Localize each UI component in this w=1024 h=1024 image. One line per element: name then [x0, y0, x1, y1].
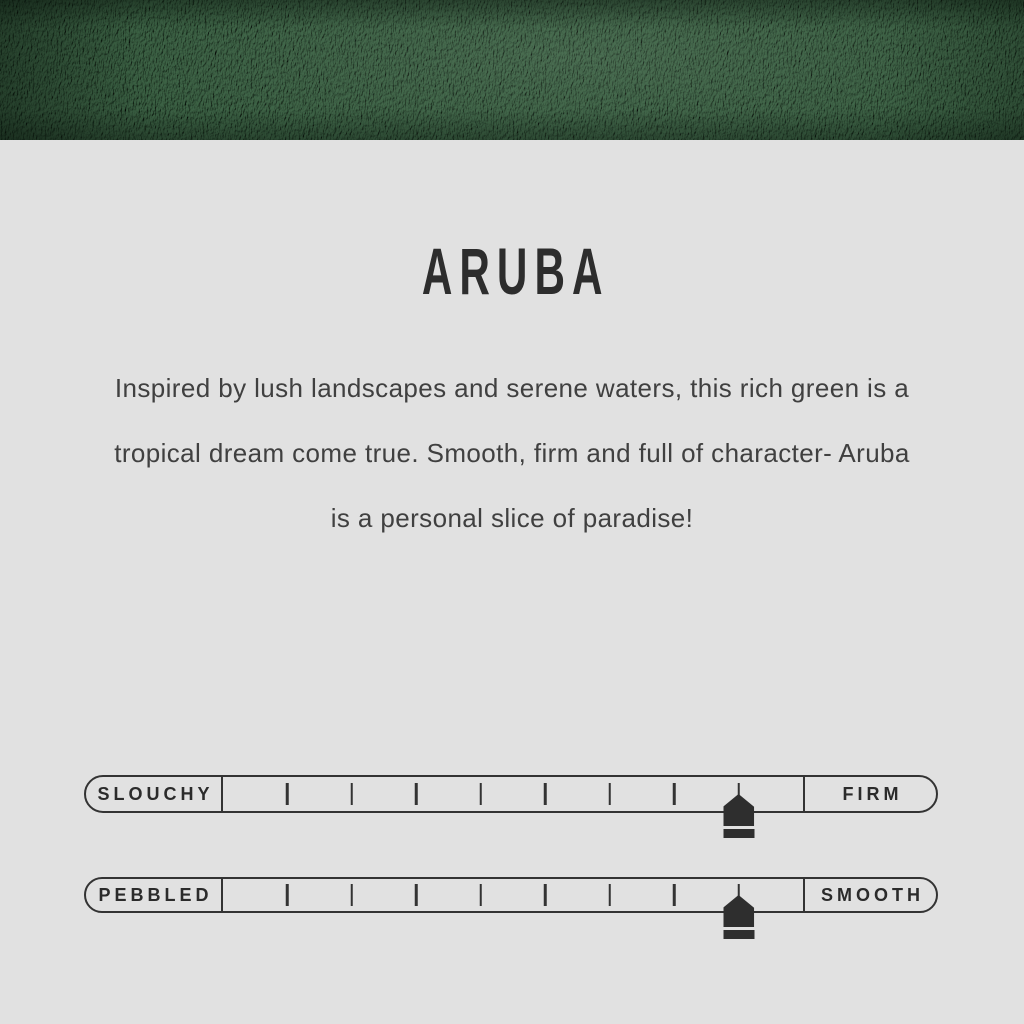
scale-marker [723, 794, 754, 838]
scale-track [223, 777, 803, 811]
scale-track [223, 879, 803, 911]
tick-mark [415, 783, 418, 805]
tick-mark [286, 884, 289, 906]
scale-marker [723, 895, 754, 939]
marker-base [723, 930, 754, 939]
product-description [0, 356, 1024, 551]
tick-mark [415, 884, 418, 906]
tick-mark [480, 783, 483, 805]
slouchy-firm-scale [84, 775, 938, 813]
tick-mark [544, 884, 547, 906]
tick-mark [673, 783, 676, 805]
texture-vignette [0, 0, 1024, 140]
scale-right-label-section [803, 879, 936, 911]
tick-mark [351, 783, 354, 805]
scale-right-label: FIRM [842, 783, 903, 804]
marker-nib [723, 794, 754, 826]
scale-left-label-section [86, 879, 223, 911]
scale-right-label-section [803, 777, 936, 811]
scale-left-label-section [86, 777, 223, 811]
leather-texture-image [0, 0, 1024, 140]
description-line-3: is a personal slice of paradise! [330, 503, 694, 533]
scale-left-label: PEBBLED [98, 884, 213, 905]
scale-right-label: SMOOTH [821, 884, 924, 905]
tick-mark [544, 783, 547, 805]
tick-mark [480, 884, 483, 906]
tick-mark [351, 884, 354, 906]
description-line-2: tropical dream come true. Smooth, firm and full of character- Aruba [114, 438, 910, 468]
marker-base [723, 829, 754, 838]
scale-left-label: SLOUCHY [97, 783, 214, 804]
product-title-text: ARUBA [421, 234, 610, 308]
tick-mark [673, 884, 676, 906]
tick-mark [286, 783, 289, 805]
product-title [0, 234, 1024, 308]
description-line-1: Inspired by lush landscapes and serene waters, this rich green is a [114, 373, 910, 403]
pebbled-smooth-scale [84, 877, 938, 913]
tick-mark [608, 884, 611, 906]
tick-mark [608, 783, 611, 805]
marker-nib [723, 895, 754, 927]
